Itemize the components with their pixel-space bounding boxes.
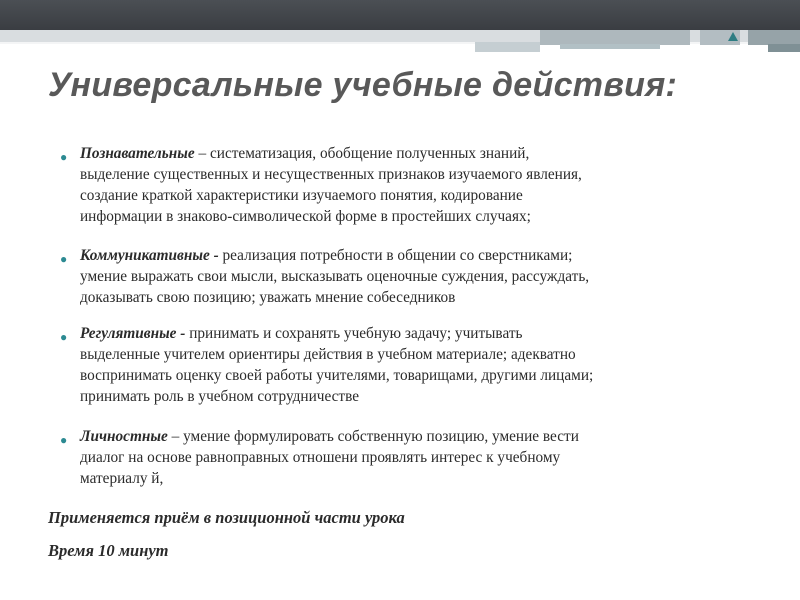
slide-title: Универсальные учебные действия: — [48, 66, 678, 104]
list-item-text: материалу й, — [80, 470, 164, 487]
list-item — [80, 323, 593, 407]
list-item — [80, 143, 582, 227]
list-item-term: Коммуникативные - — [80, 247, 219, 264]
list-item-text: доказывать свою позицию; уважать мнение собеседников — [80, 289, 456, 306]
list-item-text: выделение существенных и несущественных признаков изучаемого явления, — [80, 166, 582, 183]
list-item-line — [80, 245, 589, 266]
list-item-term: Личностные — [80, 428, 168, 445]
list-item-text: принимать и сохранять учебную задачу; учитывать — [189, 325, 523, 342]
list-item-text: умение выражать свои мысли, высказывать оценочные суждения, рассуждать, — [80, 268, 590, 285]
list-item-line — [80, 426, 579, 447]
list-item-text: реализация потребности в общении со сверстниками; — [222, 247, 573, 264]
list-item-term: Регулятивные - — [80, 325, 186, 342]
bullet-icon: ● — [60, 252, 68, 266]
list-item-separator: – — [194, 145, 210, 162]
list-item-text: диалог на основе равноправных отношени проявлять интерес к учебному — [80, 449, 561, 466]
list-item-text: систематизация, обобщение полученных знаний, — [209, 145, 530, 162]
list-item — [80, 245, 589, 308]
list-item-text: воспринимать оценку своей работы учителями, товарищами, другими лицами; — [80, 367, 594, 384]
bullet-icon: ● — [60, 330, 68, 344]
list-item-term: Познавательные — [80, 145, 195, 162]
list-item-line — [80, 323, 593, 344]
list-item — [80, 426, 579, 489]
bullet-icon: ● — [60, 150, 68, 164]
method-note: Применяется приём в позиционной части урока — [48, 508, 405, 527]
list-item-separator: – — [167, 428, 184, 445]
list-item-line — [80, 143, 582, 164]
list-item-text: создание краткой характеристики изучаемого понятия, кодирование — [80, 187, 523, 204]
time-note: Время 10 минут — [48, 541, 169, 560]
list-item-text: выделенные учителем ориентиры действия в учебном материале; адекватно — [80, 346, 576, 363]
list-item-text: умение формулировать собственную позицию, умение вести — [183, 428, 579, 445]
list-item-text: принимать роль в учебном сотрудничестве — [80, 388, 360, 405]
bullet-icon: ● — [60, 433, 68, 447]
list-item-text: информации в знаково-символической форме в простейших случаях; — [80, 208, 531, 225]
